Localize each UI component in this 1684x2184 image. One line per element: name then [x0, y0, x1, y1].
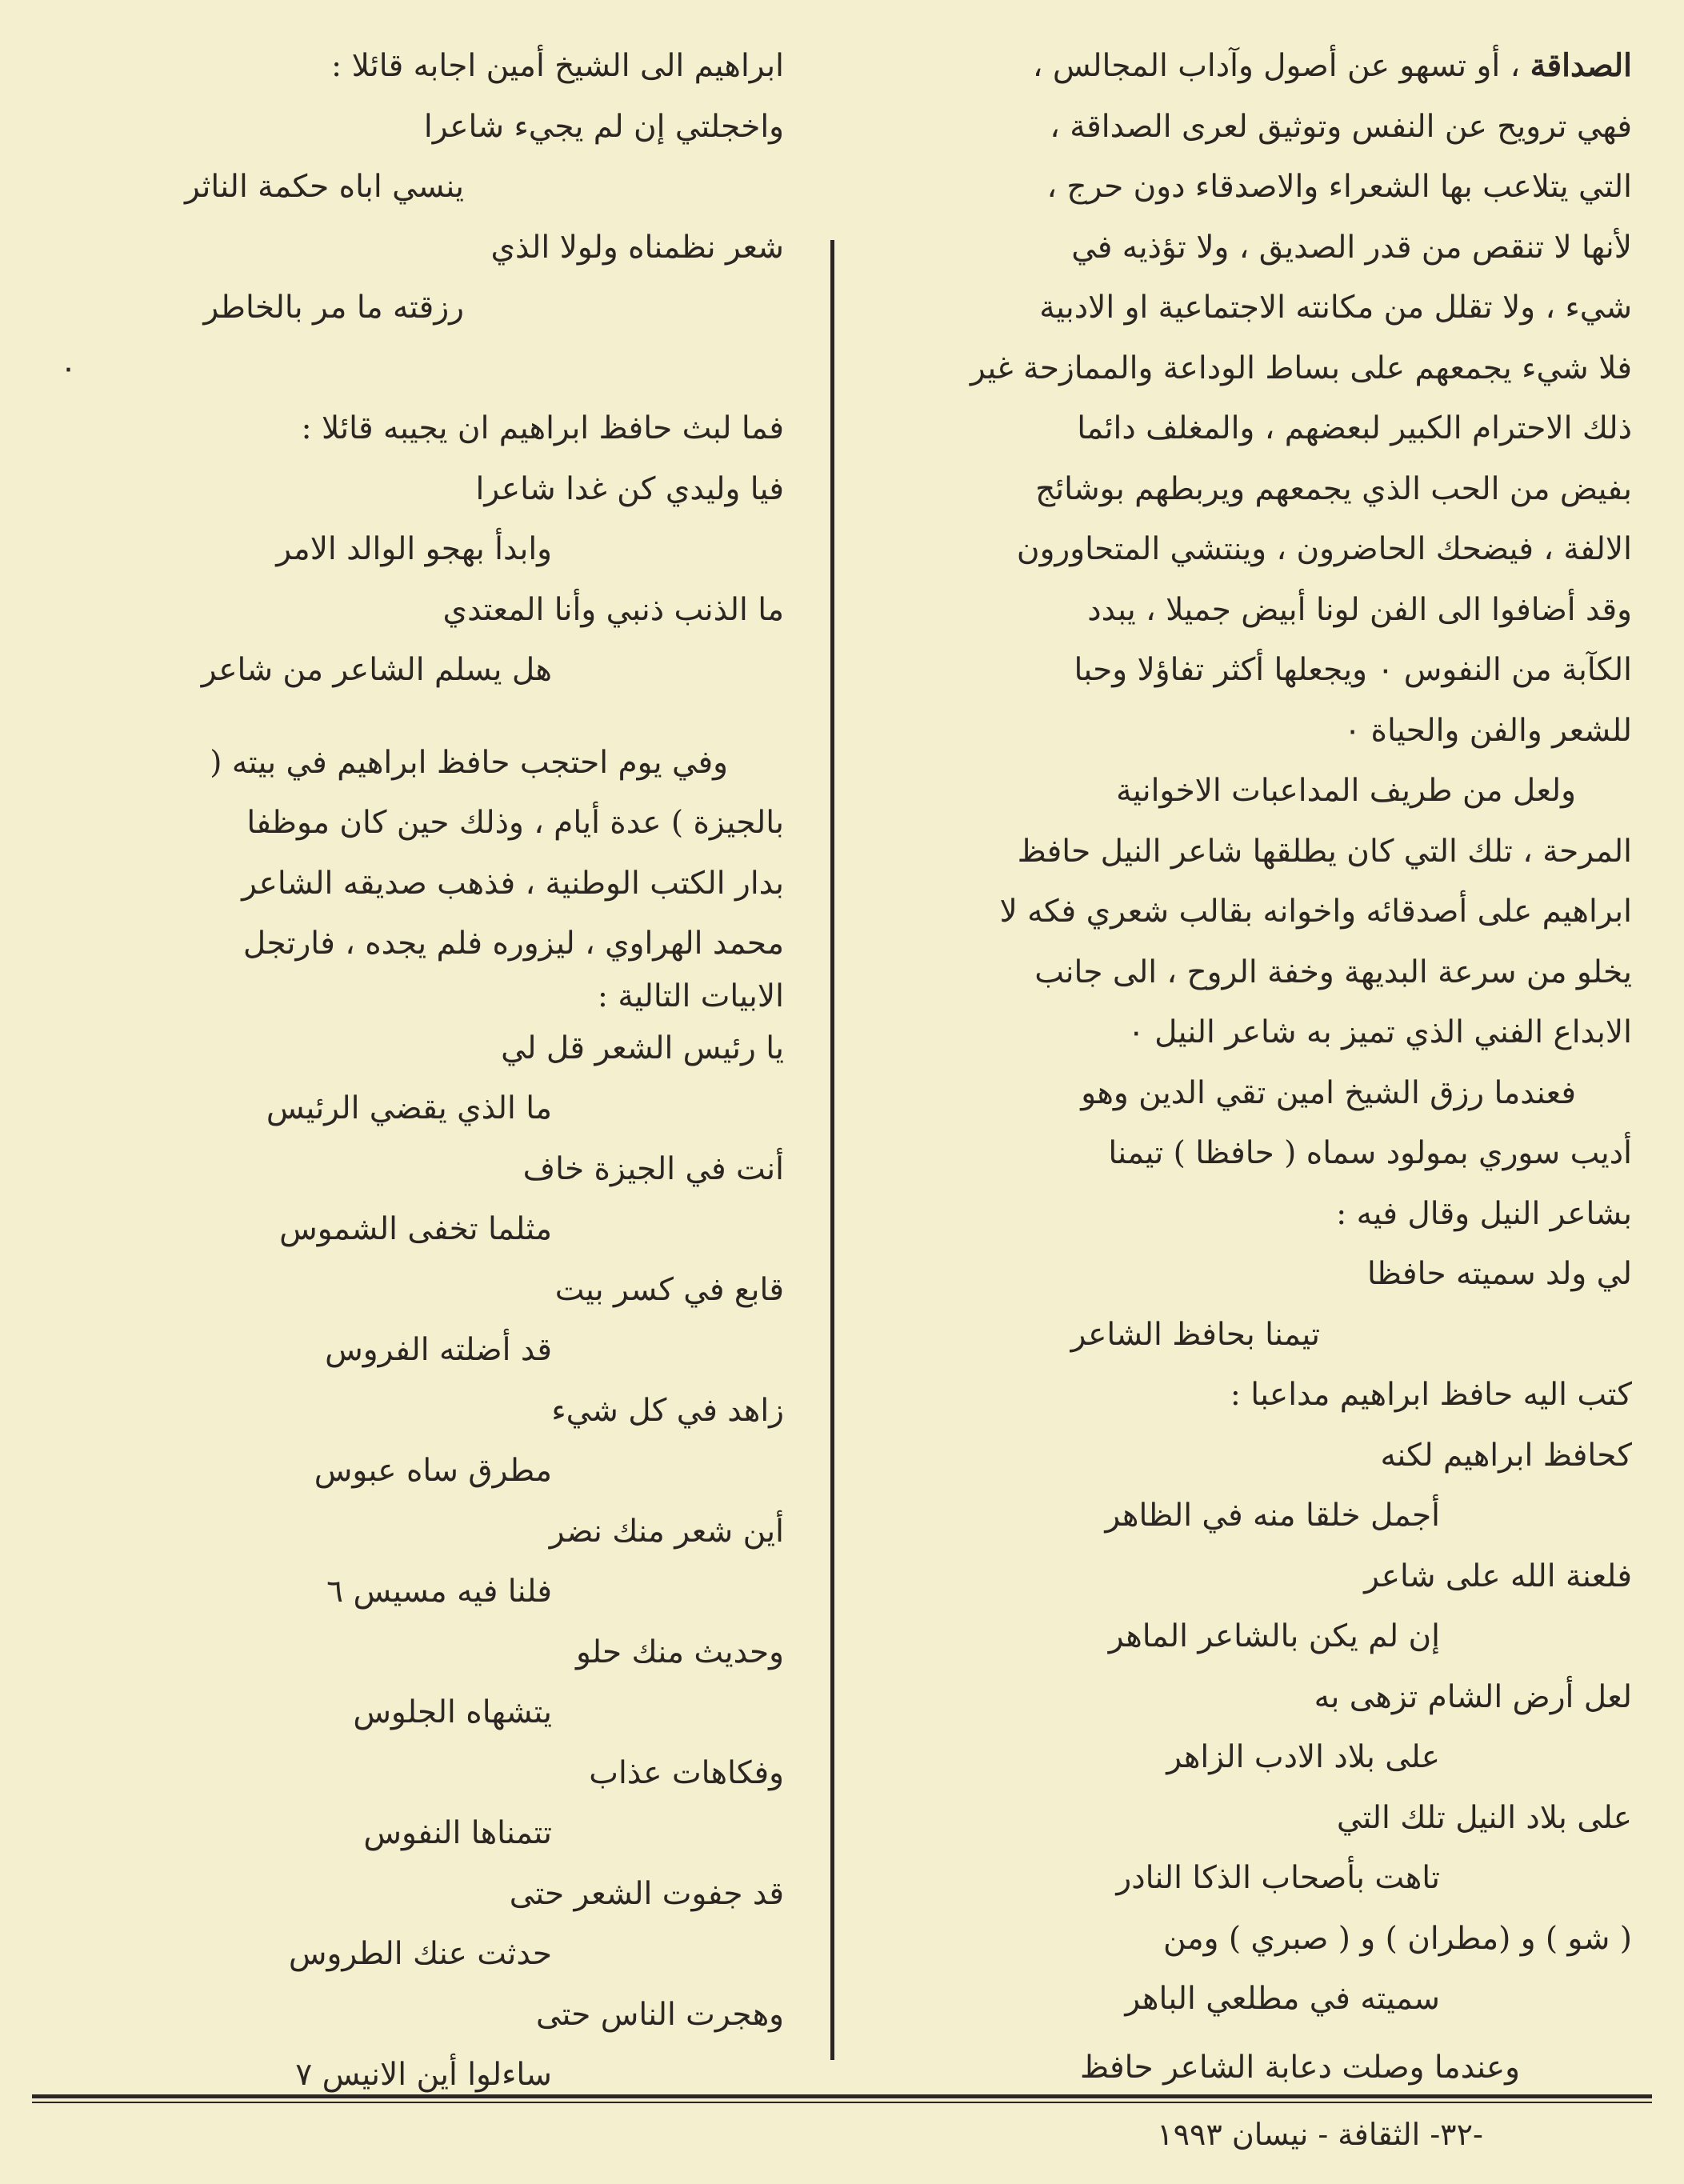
text-line: شيء ، ولا تقلل من مكانته الاجتماعية او الادبية	[1039, 290, 1632, 326]
verse-second-hemistich: سميته في مطلعي الباهر	[1125, 1981, 1440, 2017]
verse-first-hemistich: فلعنة الله على شاعر	[1364, 1558, 1632, 1594]
verse-end-dot: ٠	[60, 350, 77, 386]
verse-first-hemistich: لي ولد سميته حافظا	[1367, 1256, 1632, 1292]
verse-second-hemistich: تيمنا بحافظ الشاعر	[1070, 1316, 1320, 1353]
right-verse-1	[888, 1244, 1632, 1365]
verse-first-hemistich: واخجلتي إن لم يجيء شاعرا	[423, 108, 784, 145]
verse-second-hemistich: هل يسلم الشاعر من شاعر	[201, 652, 552, 688]
verse-first-hemistich: أنت في الجيزة خاف	[522, 1150, 784, 1187]
column-separator	[830, 240, 834, 2060]
verse-second-hemistich: على بلاد الادب الزاهر	[1166, 1739, 1440, 1775]
right-intro-paragraph	[888, 36, 1632, 761]
verse-first-hemistich: لعل أرض الشام تزهى به	[1314, 1678, 1632, 1715]
verse-first-hemistich: كحافظ ابراهيم لكنه	[1380, 1437, 1632, 1474]
left-verse-2	[60, 459, 784, 701]
text-line: الكآبة من النفوس ٠ ويجعلها أكثر تفاؤلا وحبا	[1074, 652, 1632, 688]
verse-first-hemistich: قد جفوت الشعر حتى	[509, 1875, 784, 1912]
verse-second-hemistich: يتشهاه الجلوس	[353, 1694, 552, 1730]
verse-second-hemistich: ينسي اباه حكمة الناثر	[185, 169, 464, 205]
right-paragraph-3	[888, 1063, 1632, 1245]
verse-second-hemistich: فلنا فيه مسيس ٦	[326, 1574, 552, 1610]
verse-first-hemistich: قابع في كسر بيت	[554, 1271, 784, 1308]
verse-second-hemistich: تاهت بأصحاب الذكا النادر	[1116, 1860, 1440, 1896]
page-footer: -٣٢- الثقافة - نيسان ١٩٩٣	[1157, 2117, 1483, 2152]
verse-first-hemistich: وحديث منك حلو	[575, 1634, 784, 1670]
right-verse-2	[888, 1426, 1632, 2030]
verse-first-hemistich: على بلاد النيل تلك التي	[1336, 1799, 1632, 1836]
text-line: بالجيزة ) عدة أيام ، وذلك حين كان موظفا	[246, 805, 784, 841]
text-line: ابراهيم على أصدقائه واخوانه بقالب شعري فكه لا	[999, 894, 1632, 930]
verse-second-hemistich: ساءلوا أين الانيس ٧	[295, 2057, 552, 2093]
text-line: المرحة ، تلك التي كان يطلقها شاعر النيل حافظ	[1017, 833, 1632, 870]
verse-second-hemistich: وابدأ بهجو الوالد الامر	[276, 531, 552, 567]
verse-second-hemistich: رزقته ما مر بالخاطر	[203, 290, 464, 326]
text-line: وقد أضافوا الى الفن لونا أبيض جميلا ، يبدد	[1087, 591, 1632, 628]
verse-first-hemistich: زاهد في كل شيء	[551, 1392, 784, 1429]
text-line: بدار الكتب الوطنية ، فذهب صديقه الشاعر	[242, 865, 784, 902]
text-line: أديب سوري بمولود سماه ( حافظا ) تيمنا	[1108, 1135, 1632, 1171]
text-line: كتب اليه حافظ ابراهيم مداعبا :	[1230, 1377, 1632, 1413]
verse-second-hemistich: أجمل خلقا منه في الظاهر	[1105, 1498, 1440, 1534]
verse-second-hemistich: تتمناها النفوس	[363, 1815, 552, 1851]
text-line: الابيات التالية :	[597, 978, 784, 1014]
text-line: ابراهيم الى الشيخ أمين اجابه قائلا :	[331, 48, 784, 84]
verse-first-hemistich: ( شو ) و (مطران ) و ( صبري ) ومن	[1163, 1920, 1632, 1957]
text-line: يخلو من سرعة البديهة وخفة الروح ، الى جانب	[1034, 954, 1632, 990]
verse-first-hemistich: فيا وليدي كن غدا شاعرا	[475, 470, 784, 507]
left-verse-3	[60, 1018, 784, 2106]
footer-rule-thin	[32, 2102, 1652, 2103]
text-line: وفي يوم احتجب حافظ ابراهيم في بيته (	[210, 744, 728, 781]
text-line: ذلك الاحترام الكبير لبعضهم ، والمغلف دائما	[1077, 410, 1632, 446]
verse-first-hemistich: وهجرت الناس حتى	[536, 1996, 784, 2033]
left-paragraph-3	[60, 733, 784, 1018]
verse-second-hemistich: إن لم يكن بالشاعر الماهر	[1108, 1618, 1440, 1654]
text-line: فعندما رزق الشيخ امين تقي الدين وهو	[1081, 1074, 1576, 1111]
text-line: لأنها لا تنقص من قدر الصديق ، ولا تؤذيه في	[1071, 229, 1632, 266]
verse-second-hemistich: ما الذي يقضي الرئيس	[266, 1090, 552, 1126]
verse-second-hemistich: قد أضلته الفروس	[325, 1332, 552, 1368]
verse-first-hemistich: ما الذنب ذنبي وأنا المعتدي	[442, 591, 784, 628]
right-paragraph-2	[888, 761, 1632, 1063]
verse-first-hemistich: أين شعر منك نضر	[549, 1513, 784, 1550]
verse-second-hemistich: حدثت عنك الطروس	[288, 1936, 552, 1972]
verse-second-hemistich: مثلما تخفى الشموس	[279, 1211, 552, 1247]
text-line: فلا شيء يجمعهم على بساط الوداعة والممازحة غير	[970, 350, 1632, 386]
text-line: بشاعر النيل وقال فيه :	[1336, 1195, 1632, 1232]
footer-rule	[32, 2094, 1652, 2098]
verse-first-hemistich: شعر نظمناه ولولا الذي	[490, 229, 784, 266]
text-line: وعندما وصلت دعابة الشاعر حافظ	[1080, 2049, 1520, 2086]
left-verse-1	[60, 97, 784, 399]
text-line: التي يتلاعب بها الشعراء والاصدقاء دون حرج ،	[1046, 169, 1632, 205]
right-column	[888, 36, 1632, 2098]
text-line: الابداع الفني الذي تميز به شاعر النيل ٠	[1127, 1014, 1632, 1050]
verse-first-hemistich: يا رئيس الشعر قل لي	[501, 1030, 784, 1066]
text-line: الصداقة ، أو تسهو عن أصول وآداب المجالس ،	[1032, 47, 1632, 84]
verse-first-hemistich: وفكاهات عذاب	[589, 1754, 784, 1791]
text-line: بفيض من الحب الذي يجمعهم ويربطهم بوشائج	[1035, 470, 1632, 507]
text-line: للشعر والفن والحياة ٠	[1344, 712, 1632, 749]
text-line: ولعل من طريف المداعبات الاخوانية	[1116, 773, 1576, 809]
text-line: فهي ترويح عن النفس وتوثيق لعرى الصداقة ،	[1050, 108, 1632, 145]
left-column	[60, 36, 784, 2106]
text-line: محمد الهراوي ، ليزوره فلم يجده ، فارتجل	[242, 926, 784, 962]
text-line: فما لبث حافظ ابراهيم ان يجيبه قائلا :	[301, 410, 784, 446]
verse-second-hemistich: مطرق ساه عبوس	[314, 1453, 552, 1489]
text-line: الالفة ، فيضحك الحاضرون ، وينتشي المتحاورون	[1016, 531, 1632, 567]
